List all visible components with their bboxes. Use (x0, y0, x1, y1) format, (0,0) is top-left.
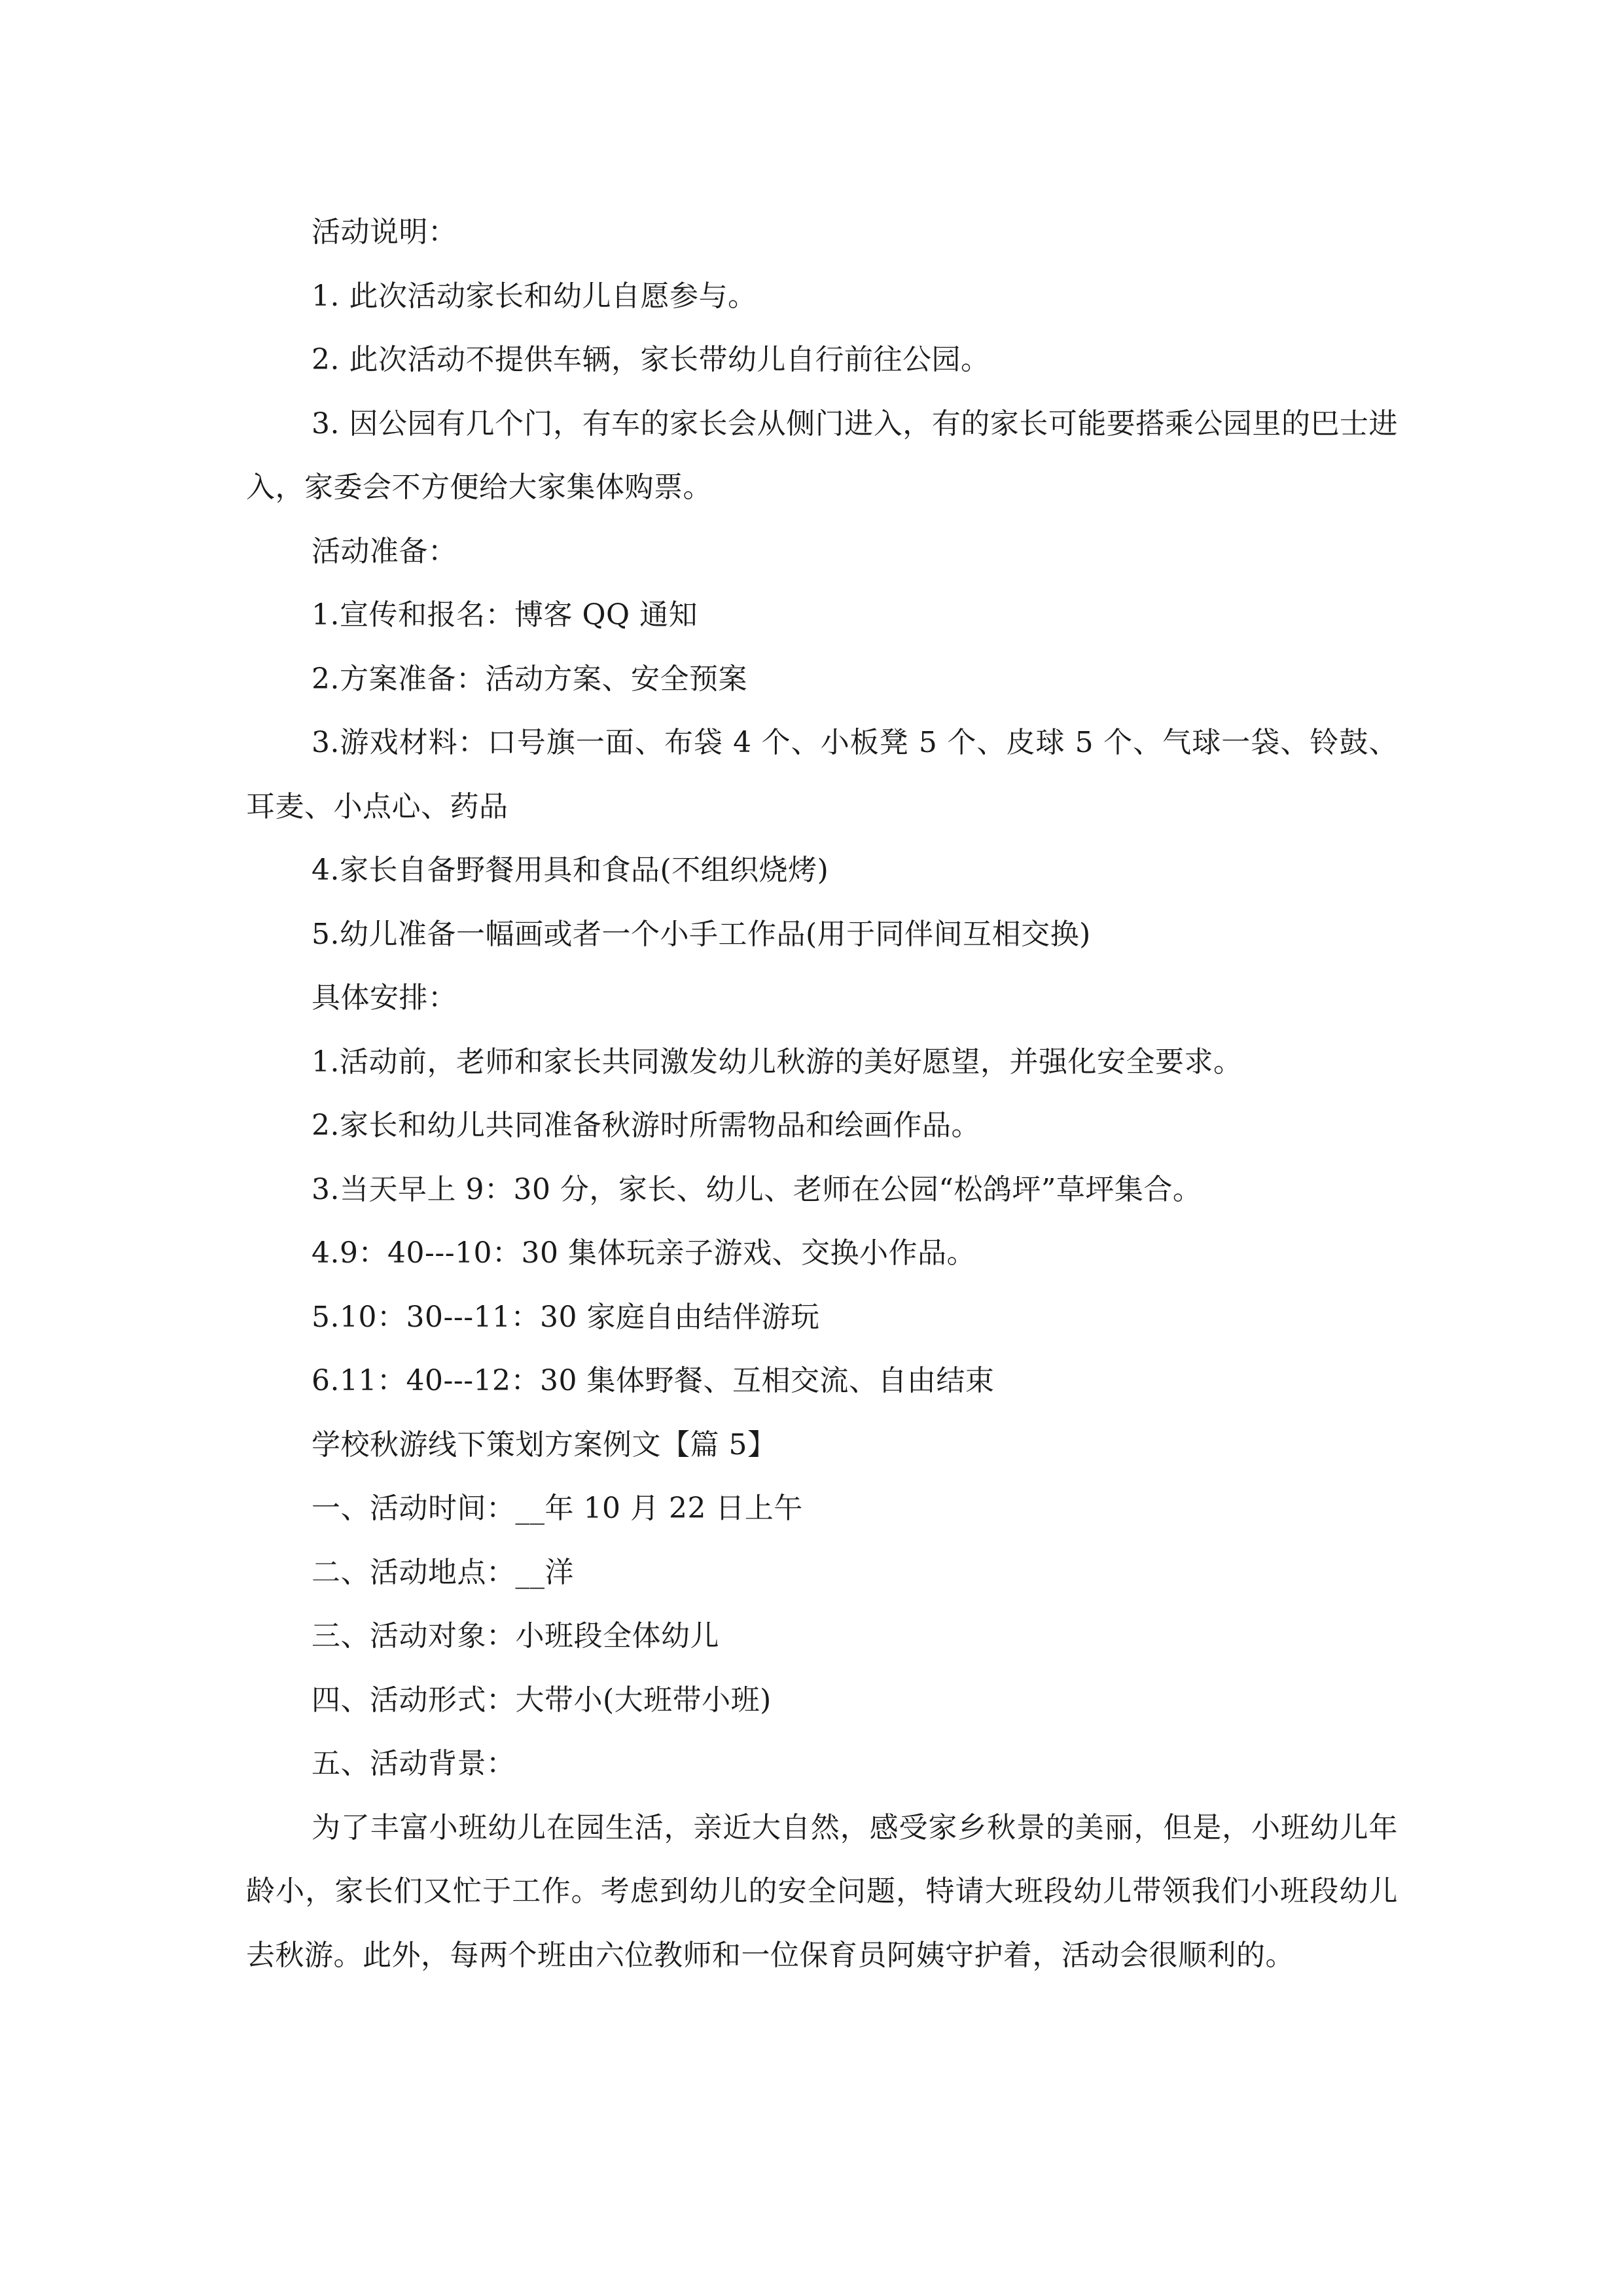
schedule-item-4: 4.9：40---10：30 集体玩亲子游戏、交换小作品。 (312, 1236, 976, 1270)
schedule-heading: 具体安排： (312, 981, 457, 1014)
explain-item-2: 2. 此次活动不提供车辆，家长带幼儿自行前往公园。 (312, 343, 990, 376)
document-body (246, 200, 1398, 1987)
explain-item-3: 3. 因公园有几个门，有车的家长会从侧门进入，有的家长可能要搭乘公园里的巴士进入，家委会不方便给大家集体购票。 (246, 406, 1398, 504)
activity-target: 三、活动对象：小班段全体幼儿 (312, 1619, 719, 1653)
background-heading: 五、活动背景： (312, 1747, 516, 1780)
schedule-item-1: 1.活动前，老师和家长共同激发幼儿秋游的美好愿望，并强化安全要求。 (312, 1045, 1243, 1079)
schedule-item-2: 2.家长和幼儿共同准备秋游时所需物品和绘画作品。 (312, 1109, 980, 1142)
article-title: 学校秋游线下策划方案例文【篇 5】 (312, 1427, 777, 1462)
prepare-item-2: 2.方案准备：活动方案、安全预案 (312, 662, 747, 696)
activity-form: 四、活动形式：大带小(大班带小班) (312, 1683, 772, 1717)
activity-place: 二、活动地点：__洋 (312, 1555, 574, 1589)
background-paragraph: 为了丰富小班幼儿在园生活，亲近大自然，感受家乡秋景的美丽，但是，小班幼儿年龄小，家长们又忙于工作。考虑到幼儿的安全问题，特请大班段幼儿带领我们小班段幼儿去秋游。此外，每两个班由六位教师和一位保育员阿姨守护着，活动会很顺利的。 (246, 1810, 1398, 1972)
prepare-item-3: 3.游戏材料：口号旗一面、布袋 4 个、小板凳 5 个、皮球 5 个、气球一袋、铃鼓、耳麦、小点心、药品 (246, 726, 1398, 823)
activity-time: 一、活动时间：__年 10 月 22 日上午 (312, 1492, 803, 1525)
prepare-heading: 活动准备： (312, 534, 457, 568)
schedule-item-5: 5.10：30---11：30 家庭自由结伴游玩 (312, 1300, 820, 1334)
prepare-item-1: 1.宣传和报名：博客 QQ 通知 (312, 598, 698, 632)
prepare-item-4: 4.家长自备野餐用具和食品(不组织烧烤) (312, 853, 829, 887)
explain-item-1: 1. 此次活动家长和幼儿自愿参与。 (312, 279, 757, 313)
schedule-item-3: 3.当天早上 9：30 分，家长、幼儿、老师在公园“松鸽坪”草坪集合。 (312, 1172, 1202, 1206)
prepare-item-5: 5.幼儿准备一幅画或者一个小手工作品(用于同伴间互相交换) (312, 917, 1091, 951)
schedule-item-6: 6.11：40---12：30 集体野餐、互相交流、自由结束 (312, 1364, 995, 1397)
explain-heading: 活动说明： (312, 215, 457, 249)
